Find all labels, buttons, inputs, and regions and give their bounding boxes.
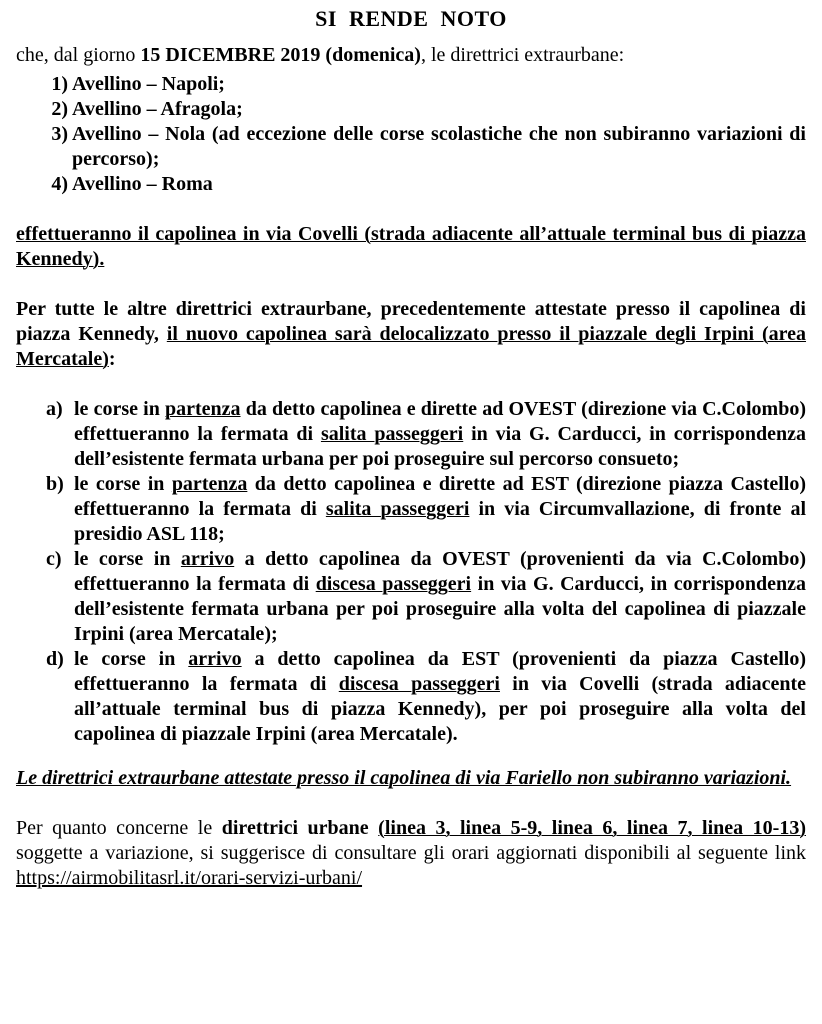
notice-title: SI RENDE NOTO	[315, 6, 507, 31]
urban-lines: (linea 3, linea 5-9, linea 6, linea 7, linea 10-13)	[378, 817, 806, 839]
list-item	[16, 72, 806, 97]
new-terminal-notice: il nuovo capolinea sarà delocalizzato presso il piazzale degli Irpini (area Mercatale)	[16, 323, 807, 370]
stops-list	[16, 397, 806, 747]
routes-list	[16, 72, 806, 197]
route-text: Avellino – Napoli;	[72, 73, 225, 95]
urban-routes-label: direttrici urbane	[221, 817, 369, 839]
intro-suffix: , le direttrici extraurbane:	[420, 44, 625, 66]
list-item	[16, 122, 806, 172]
fariello-paragraph	[16, 766, 806, 791]
urban-paragraph	[16, 816, 806, 891]
stop-letter: a)	[46, 398, 63, 420]
route-number: 3)	[51, 123, 68, 145]
urban-text: Per quanto concerne le	[16, 817, 222, 839]
stop-letter: b)	[46, 473, 64, 495]
stop-text: le corse in arrivo a detto capolinea da EST (provenienti da piazza Castello) effettueranno la fermata di discesa passeggeri in via Covelli (strada adiacente all’attuale terminal bus di piazza Kennedy), per poi proseguire alla volta del capolinea di piazzale Irpini (area Mercatale).	[74, 648, 806, 745]
list-item	[16, 397, 806, 472]
list-item	[16, 472, 806, 547]
intro-paragraph	[16, 43, 806, 68]
fariello-notice: Le direttrici extraurbane attestate presso il capolinea di via Fariello non subiranno variazioni.	[16, 767, 792, 789]
other-routes-text: Per tutte le altre direttrici extraurbane, precedentemente attestate presso il capolinea di piazza Kennedy,	[16, 298, 806, 345]
list-item	[16, 647, 806, 747]
route-text: Avellino – Roma	[72, 173, 213, 195]
stop-letter: d)	[46, 648, 64, 670]
urban-text-2: soggette a variazione, si suggerisce di consultare gli orari aggiornati disponibili al seguente link	[16, 842, 806, 864]
terminal-notice-paragraph	[16, 222, 806, 272]
timetable-link[interactable]: https://airmobilitasrl.it/orari-servizi-urbani/	[16, 867, 363, 889]
route-number: 4)	[51, 173, 68, 195]
stop-text: le corse in partenza da detto capolinea e dirette ad EST (direzione piazza Castello) effettueranno la fermata di salita passeggeri in via Circumvallazione, di fronte al presidio ASL 118;	[74, 473, 807, 545]
list-item	[16, 172, 806, 197]
stop-text: le corse in partenza da detto capolinea e dirette ad OVEST (direzione via C.Colombo) effettueranno la fermata di salita passeggeri in via G. Carducci, in corrispondenza dell’esistente fermata urbana per poi proseguire sul percorso consueto;	[74, 398, 806, 470]
other-routes-colon: :	[108, 348, 116, 370]
intro-prefix: che, dal giorno	[16, 44, 141, 66]
other-routes-paragraph	[16, 297, 806, 372]
route-number: 2)	[51, 98, 68, 120]
route-number: 1)	[51, 73, 68, 95]
stop-letter: c)	[46, 548, 62, 570]
intro-date: 15 DICEMBRE 2019 (domenica)	[140, 44, 421, 66]
route-text: Avellino – Afragola;	[72, 98, 243, 120]
route-text: Avellino – Nola (ad eccezione delle corse scolastiche che non subiranno variazioni di percorso);	[72, 123, 806, 170]
stop-text: le corse in arrivo a detto capolinea da OVEST (provenienti da via C.Colombo) effettueranno la fermata di discesa passeggeri in via G. Carducci, in corrispondenza dell’esistente fermata urbana per poi proseguire alla volta del capolinea di piazzale Irpini (area Mercatale);	[74, 548, 806, 645]
list-item	[16, 547, 806, 647]
list-item	[16, 97, 806, 122]
terminal-notice: effettueranno il capolinea in via Covelli (strada adiacente all’attuale terminal bus di piazza Kennedy).	[16, 223, 806, 270]
